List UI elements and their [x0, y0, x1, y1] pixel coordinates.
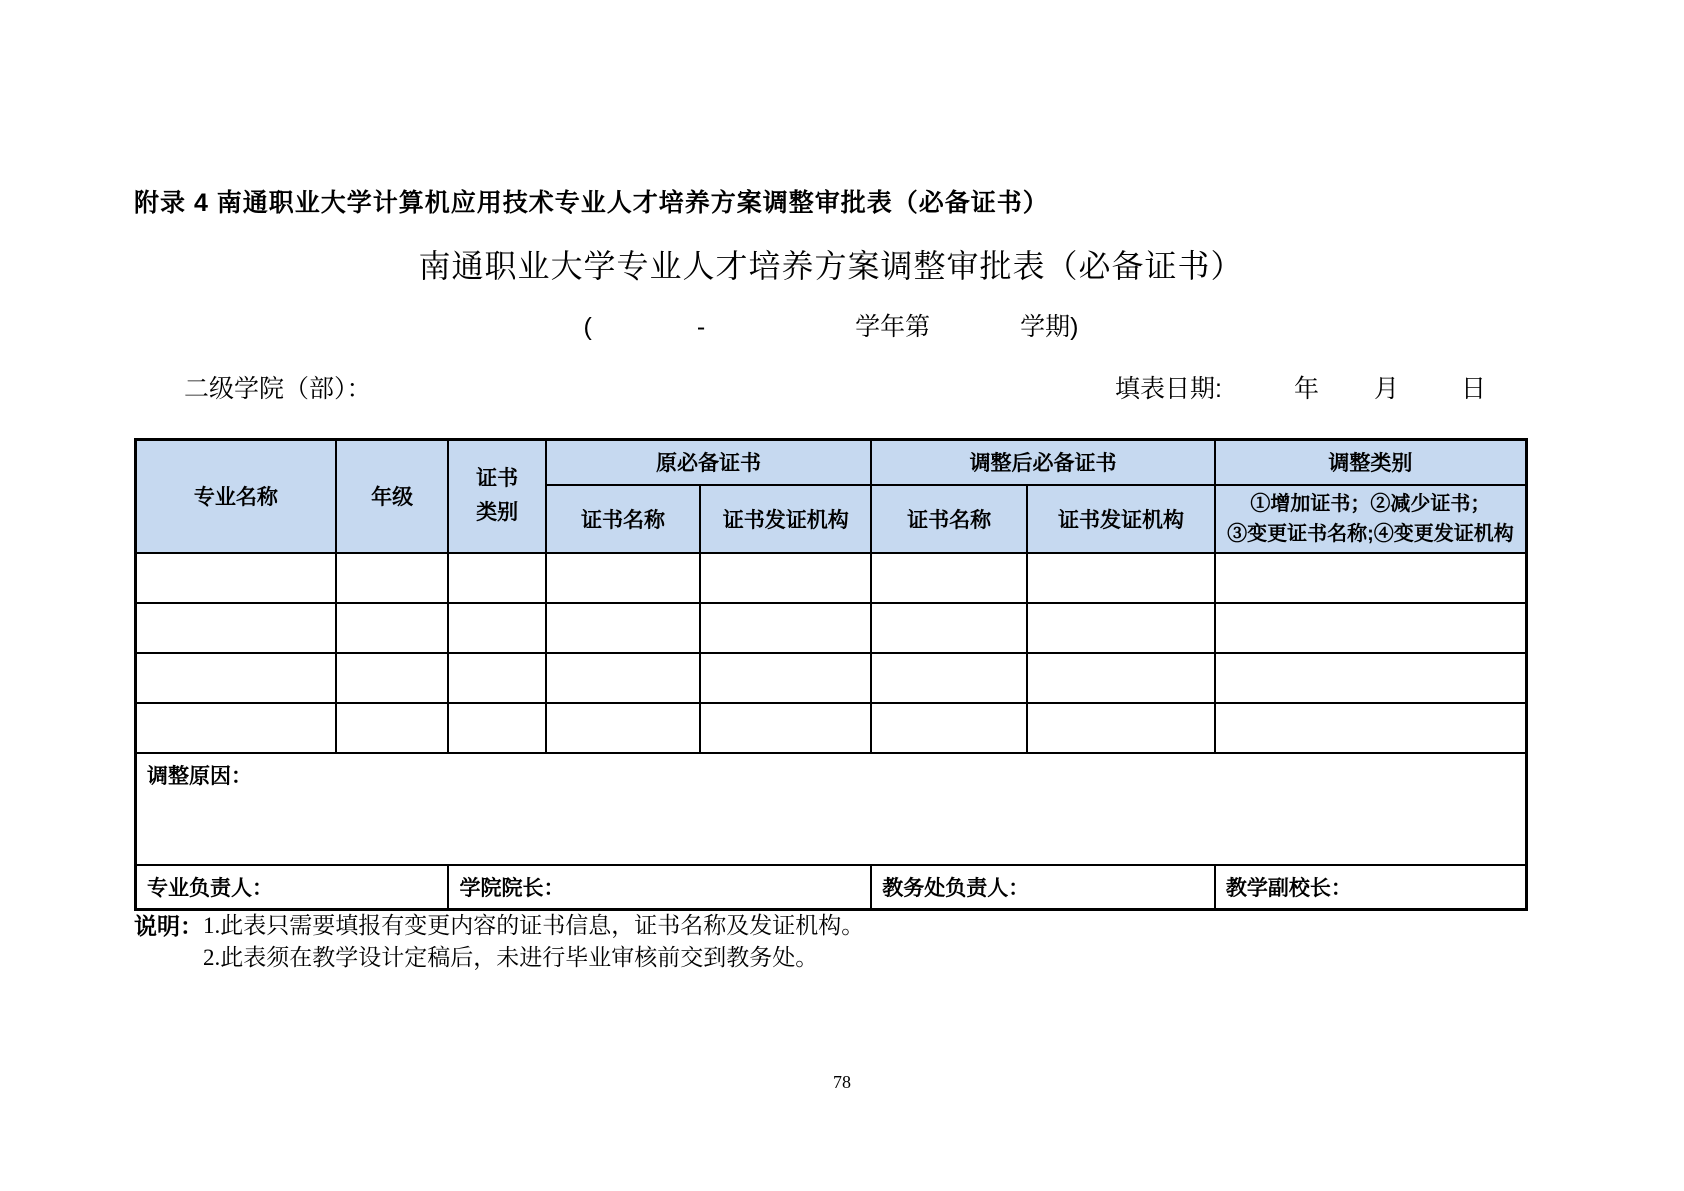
header-group-adjust-category: 调整类别 [1215, 440, 1527, 485]
table-cell-empty [336, 703, 449, 753]
table-cell-empty [1027, 603, 1215, 653]
header-cert-type [448, 440, 545, 553]
year-label: 年 [1293, 375, 1319, 403]
form-subtitle [134, 307, 1528, 343]
table-cell-empty [546, 553, 700, 603]
approval-table-wrapper [134, 438, 1528, 911]
table-cell-empty [546, 653, 700, 703]
header-major-name: 专业名称 [136, 440, 336, 553]
month-label: 月 [1373, 375, 1399, 403]
info-row [134, 369, 1528, 405]
approval-table [134, 438, 1528, 911]
adjust-reason-row [136, 753, 1527, 865]
college-label: 二级学院（部）： [184, 375, 372, 403]
day-label: 日 [1460, 375, 1486, 403]
header-cert-type-line2: 类别 [476, 501, 519, 525]
table-cell-empty [1215, 653, 1527, 703]
header-orig-cert-issuer: 证书发证机构 [700, 485, 871, 553]
table-cell-empty [871, 553, 1027, 603]
category-detail-line2: ③变更证书名称;④变更发证机构 [1227, 522, 1514, 545]
notes-items [203, 910, 864, 974]
table-cell-empty [871, 703, 1027, 753]
header-group-adjusted-cert: 调整后必备证书 [871, 440, 1215, 485]
form-title: 南通职业大学专业人才培养方案调整审批表（必备证书） [418, 248, 1244, 284]
table-cell-empty [546, 703, 700, 753]
table-cell-empty [1027, 703, 1215, 753]
table-cell-empty [1215, 553, 1527, 603]
subtitle-dash: - [696, 313, 706, 341]
signature-academic-affairs-leader: 教务处负责人： [871, 865, 1215, 910]
table-cell-empty [136, 703, 336, 753]
header-cert-type-line1: 证书 [476, 467, 519, 491]
table-cell-empty [1215, 703, 1527, 753]
table-cell-empty [1027, 653, 1215, 703]
adjust-reason-label: 调整原因： [136, 753, 1527, 865]
table-row [136, 603, 1527, 653]
table-cell-empty [1027, 553, 1215, 603]
table-cell-empty [1215, 603, 1527, 653]
header-adj-cert-issuer: 证书发证机构 [1027, 485, 1215, 553]
signature-major-leader: 专业负责人： [136, 865, 449, 910]
notes-label: 说明： [134, 913, 203, 939]
category-detail-line1: ①增加证书；②减少证书； [1250, 492, 1491, 515]
table-cell-empty [336, 653, 449, 703]
signature-college-dean: 学院院长： [448, 865, 871, 910]
note-item-2: 2.此表须在教学设计定稿后，未进行毕业审核前交到教务处。 [203, 945, 819, 970]
fill-date-group [1115, 369, 1486, 405]
table-cell-empty [336, 603, 449, 653]
note-item-1: 1.此表只需要填报有变更内容的证书信息，证书名称及发证机构。 [203, 913, 865, 938]
header-adjust-category-detail [1215, 485, 1527, 553]
notes-block [134, 910, 1528, 974]
table-cell-empty [136, 653, 336, 703]
table-cell-empty [336, 553, 449, 603]
table-row [136, 703, 1527, 753]
subtitle-semester-label: 学期) [1020, 313, 1079, 341]
header-group-row [136, 440, 1527, 485]
header-group-original-cert: 原必备证书 [546, 440, 871, 485]
table-cell-empty [448, 553, 545, 603]
table-cell-empty [871, 603, 1027, 653]
table-cell-empty [448, 653, 545, 703]
header-orig-cert-name: 证书名称 [546, 485, 700, 553]
table-cell-empty [700, 553, 871, 603]
table-row [136, 653, 1527, 703]
table-cell-empty [136, 603, 336, 653]
table-cell-empty [871, 653, 1027, 703]
signature-row [136, 865, 1527, 910]
subtitle-open-paren: ( [583, 313, 592, 341]
signature-vice-president: 教学副校长： [1215, 865, 1527, 910]
table-cell-empty [546, 603, 700, 653]
table-cell-empty [700, 703, 871, 753]
table-cell-empty [136, 553, 336, 603]
appendix-heading: 附录 4 南通职业大学计算机应用技术专业人才培养方案调整审批表（必备证书） [134, 189, 1049, 217]
table-row [136, 553, 1527, 603]
table-cell-empty [700, 653, 871, 703]
fill-date-label: 填表日期: [1115, 375, 1222, 403]
table-cell-empty [448, 603, 545, 653]
table-cell-empty [700, 603, 871, 653]
page-number: 78 [833, 1072, 851, 1092]
subtitle-term-label: 学年第 [855, 313, 931, 341]
header-grade: 年级 [336, 440, 449, 553]
table-cell-empty [448, 703, 545, 753]
header-adj-cert-name: 证书名称 [871, 485, 1027, 553]
